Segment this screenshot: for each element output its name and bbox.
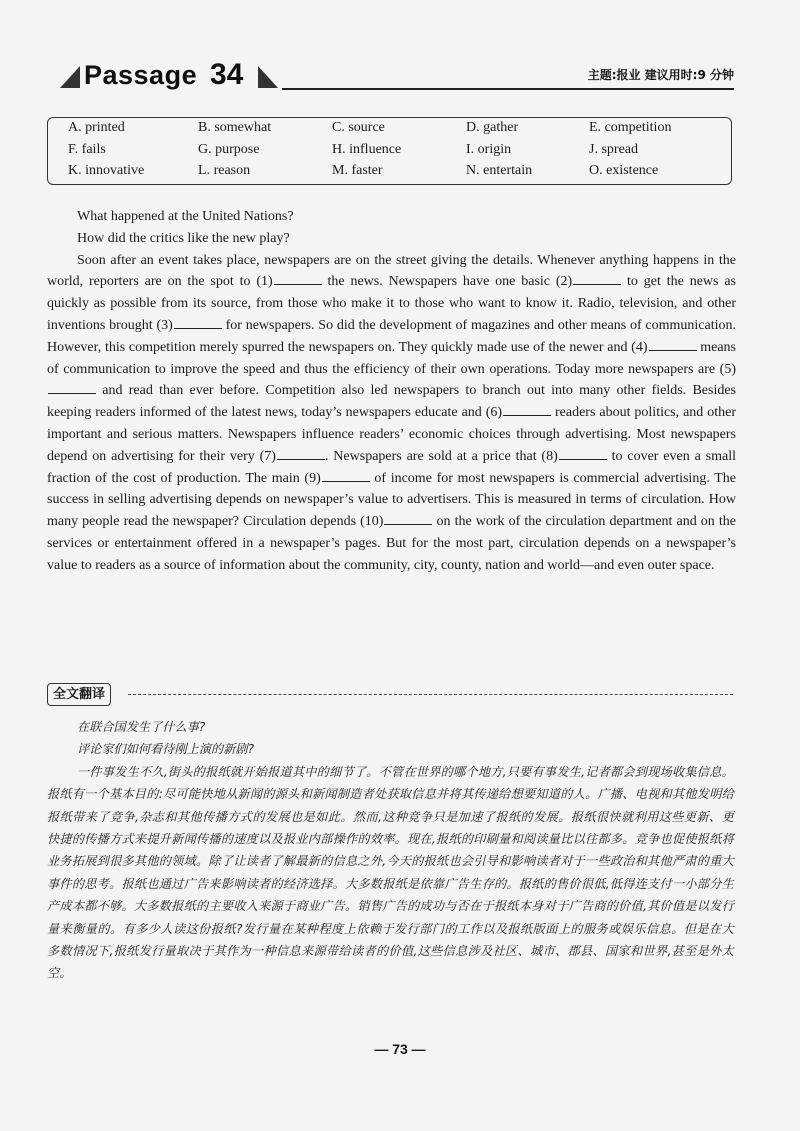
option-faster [332, 163, 383, 179]
option-word: printed [85, 120, 125, 135]
option-influence [332, 142, 401, 158]
passage-label: Passage [84, 60, 198, 90]
option-letter: D. [466, 120, 480, 135]
option-letter: H. [332, 142, 346, 157]
option-gather [466, 120, 518, 136]
option-spread [589, 142, 638, 158]
option-letter: N. [466, 163, 480, 178]
option-word: faster [351, 163, 383, 178]
reading-passage [47, 206, 736, 577]
blank-9[interactable] [322, 469, 370, 482]
topic-and-time: 主题:报业 建议用时:9 分钟 [587, 68, 734, 82]
option-word: origin [477, 142, 512, 157]
blank-5[interactable] [48, 381, 96, 394]
blank-1[interactable] [274, 272, 322, 285]
intro-question-1: What happened at the United Nations? [77, 209, 294, 224]
option-somewhat [198, 120, 271, 136]
option-letter: K. [68, 163, 82, 178]
dashed-divider [128, 694, 733, 695]
option-letter: C. [332, 120, 345, 135]
option-letter: A. [68, 120, 82, 135]
option-reason [198, 163, 250, 179]
option-letter: E. [589, 120, 602, 135]
option-letter: G. [198, 142, 212, 157]
passage-header [50, 58, 734, 98]
translation-question-1: 在联合国发生了什么事? [77, 720, 206, 734]
blank-4[interactable] [649, 338, 697, 351]
option-existence [589, 163, 658, 179]
blank-6[interactable] [503, 403, 551, 416]
option-competition [589, 120, 671, 136]
left-triangle-icon [60, 66, 80, 88]
blank-7[interactable] [277, 447, 325, 460]
option-word: existence [606, 163, 659, 178]
option-word: spread [601, 142, 638, 157]
blank-10[interactable] [384, 512, 432, 525]
option-letter: J. [589, 142, 598, 157]
translation-label: 全文翻译 [47, 683, 111, 706]
intro-question-2: How did the critics like the new play? [77, 230, 290, 246]
blank-8[interactable] [559, 447, 607, 460]
option-source [332, 120, 385, 136]
option-purpose [198, 142, 259, 158]
blank-3[interactable] [174, 316, 222, 329]
passage-number: 34 [210, 58, 244, 91]
option-entertain [466, 163, 532, 179]
blank-2[interactable] [573, 272, 621, 285]
option-word: reason [213, 163, 251, 178]
option-word: gather [483, 120, 519, 135]
option-letter: L. [198, 163, 211, 178]
option-word: entertain [483, 163, 533, 178]
option-word: competition [604, 120, 672, 135]
translation-paragraph: 一件事发生不久,街头的报纸就开始报道其中的细节了。不管在世界的哪个地方,只要有事发生,记者都会到现场收集信息。报纸有一个基本目的:尽可能快地从新闻的源头和新闻制造者处获取信息并将其传递给想要知道的人。广播、电视和其他发明给报纸带来了竞争,杂志和其他传播方式的发展也是如此。然而,这种竞争只是加速了报纸的发展。报纸很快就利用这些更新、更快捷的传播方式来提升新闻传播的速度以及报业内部操作的效率。现在,报纸的印刷量和阅读量比以往都多。竞争也促使报纸将业务拓展到很多其他的领域。除了让读者了解最新的信息之外,今天的报纸也会引导和影响读者对于一些政治和其他严肃的重大事件的思考。报纸也通过广告来影响读者的经济选择。大多数报纸是依靠广告生存的。报纸的售价很低,低得连支付一小部分生产成本都不够。大多数报纸的主要收入来源于商业广告。销售广告的成功与否在于报纸本身对于广告商的价值,其价值是以发行量来衡量的。有多少人读这份报纸?发行量在某种程度上依赖于发行部门的工作以及报纸版面上的服务或娱乐信息。但是在大多数情况下,报纸发行量取决于其作为一种信息来源带给读者的价值,这些信息涉及社区、城市、郡县、国家和世界,甚至是外太空。 [47, 764, 734, 981]
option-word: source [348, 120, 385, 135]
option-letter: M. [332, 163, 348, 178]
option-word: fails [81, 142, 106, 157]
page-number: — 73 — [374, 1041, 426, 1057]
option-word: innovative [85, 163, 145, 178]
right-triangle-icon [258, 66, 278, 88]
option-letter: O. [589, 163, 603, 178]
header-rule [282, 88, 734, 90]
option-letter: B. [198, 120, 211, 135]
passage-paragraph: Soon after an event takes place, newspapers are on the street giving the details. Whenever anything happens in the world, reporters are on the spot to (1) the news. Newspapers have one basic (2) to get the news as quickly as possible from its source, from those who make it to those who want to know it. Radio, television, and other inventions brought (3) for newspapers. So did the development of magazines and other means of communication. However, this competition merely spurred the newspapers on. They quickly made use of the newer and (4) means of communication to improve the speed and thus the efficiency of their own operations. Today more newspapers are (5) and read than ever before. Competition also led newspapers to branch out into many other fields. Besides keeping readers informed of the latest news, today’s newspapers educate and (6) readers about politics, and other important and serious matters. Newspapers influence readers’ economic choices through advertising. Most newspapers depend on advertising for their very (7) . Newspapers are sold at a price that (8) to cover even a small fraction of the cost of production. The main (9) of income for most newspapers is commercial advertising. The success in selling advertising depends on newspaper’s value to advertisers. This is measured in terms of circulation. How many people read the newspaper? Circulation depends (10) on the work of the circulation department and on the services or entertainment offered in a newspaper’s pages. But for the most part, circulation depends on a newspaper’s value to readers as a source of information about the community, city, county, nation and world—and even outer space. [47, 252, 737, 573]
option-fails [68, 142, 106, 158]
option-origin [466, 142, 511, 158]
option-word: influence [349, 142, 402, 157]
translation-question-2: 评论家们如何看待刚上演的新剧? [77, 742, 255, 757]
option-innovative [68, 163, 144, 179]
word-bank [47, 117, 732, 185]
option-word: purpose [215, 142, 260, 157]
option-letter: I. [466, 142, 475, 157]
option-printed [68, 120, 125, 136]
option-letter: F. [68, 142, 79, 157]
translation-section [47, 716, 734, 985]
option-word: somewhat [214, 120, 272, 135]
